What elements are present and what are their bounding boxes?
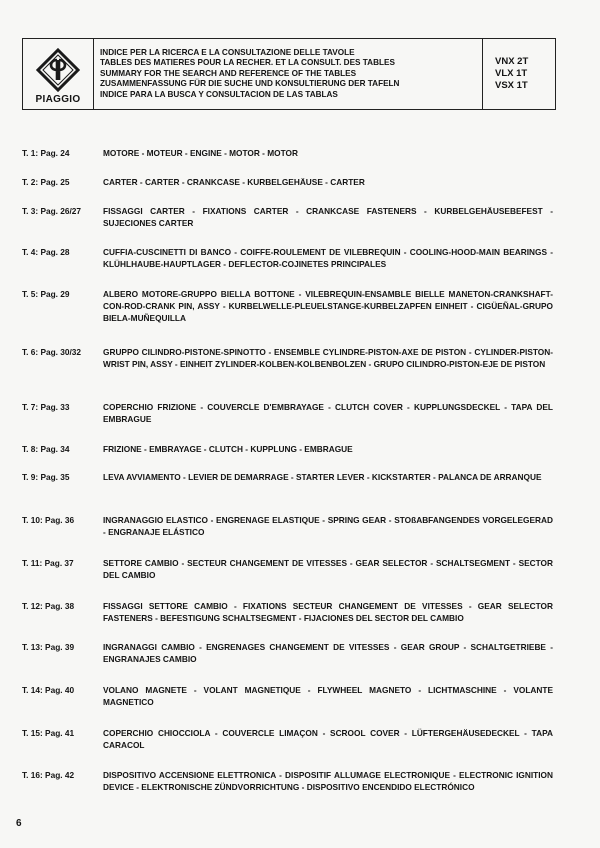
entry-desc: INGRANAGGI CAMBIO - ENGRENAGES CHANGEMENT DE VITESSES - GEAR GROUP - SCHALTGETRIEBE - ENGRANAJES CAMBIO [103, 642, 553, 664]
index-entry [22, 401, 556, 425]
index-entry [22, 641, 556, 665]
entry-desc: LEVA AVVIAMENTO - LEVIER DE DEMARRAGE - STARTER LEVER - KICKSTARTER - PALANCA DE ARRANQUE [103, 472, 542, 482]
title-line-fr: TABLES DES MATIERES POUR LA RECHER. ET LA CONSULT. DES TABLES [100, 58, 395, 68]
entry-desc: GRUPPO CILINDRO-PISTONE-SPINOTTO - ENSEMBLE CYLINDRE-PISTON-AXE DE PISTON - CYLINDER-PISTON-WRIST PIN, ASSY - EINHEIT ZYLINDER-KOLBEN-KOLBENBOLZEN - GRUPO CILINDRO-PISTON-EJE DE PISTON [103, 347, 553, 369]
entry-desc: FISSAGGI SETTORE CAMBIO - FIXATIONS SECTEUR CHANGEMENT DE VITESSES - GEAR SELECTOR FASTENERS - BEFESTIGUNG SCHALTSEGMENT - FIJACIONES DEL SECTOR DEL CAMBIO [103, 601, 553, 623]
entry-desc: INGRANAGGIO ELASTICO - ENGRENAGE ELASTIQUE - SPRING GEAR - STOßABFANGENDES VORGELEGERAD - ENGRANAJE ELÁSTICO [103, 515, 553, 537]
entry-desc: MOTORE - MOTEUR - ENGINE - MOTOR - MOTOR [103, 148, 298, 158]
entry-desc: FISSAGGI CARTER - FIXATIONS CARTER - CRANKCASE FASTENERS - KURBELGEHÄUSEBEFEST - SUJECIONES CARTER [103, 206, 553, 228]
entry-ref: T. 11: Pag. 37 [22, 558, 74, 568]
entry-ref: T. 8: Pag. 34 [22, 444, 70, 454]
index-entry [22, 727, 556, 751]
entry-ref: T. 7: Pag. 33 [22, 402, 70, 412]
entry-ref: T. 10: Pag. 36 [22, 515, 75, 525]
entry-desc: ALBERO MOTORE-GRUPPO BIELLA BOTTONE - VILEBREQUIN-ENSAMBLE BIELLE MANETON-CRANKSHAFT-CON-ROD-CRANK PIN, ASSY - KURBELWELLE-PLEUELSTANGE-KURBELZAPFEN EINHEIT - CIGÜEÑAL-GRUPO BIELA-MUÑEQUILLA [103, 289, 553, 323]
entry-ref: T. 4: Pag. 28 [22, 247, 70, 257]
entry-desc: SETTORE CAMBIO - SECTEUR CHANGEMENT DE VITESSES - GEAR SELECTOR - SCHALTSEGMENT - SECTOR DEL CAMBIO [103, 558, 553, 580]
entry-ref: T. 14: Pag. 40 [22, 685, 75, 695]
index-entry [22, 147, 556, 159]
title-block [94, 39, 483, 109]
model-vlx: VLX 1T [495, 68, 528, 79]
entry-desc: COPERCHIO CHIOCCIOLA - COUVERCLE LIMAÇON - SCROOL COVER - LÜFTERGEHÄUSEDECKEL - TAPA CARACOL [103, 728, 553, 750]
title-line-en: SUMMARY FOR THE SEARCH AND REFERENCE OF THE TABLES [100, 68, 357, 78]
entry-desc: DISPOSITIVO ACCENSIONE ELETTRONICA - DISPOSITIF ALLUMAGE ELECTRONIQUE - ELECTRONIC IGNITION DEVICE - ELEKTRONISCHE ZÜNDVORRICHTUNG - DISPOSITIVO ENCENDIDO ELECTRÓNICO [103, 770, 553, 792]
model-vnx: VNX 2T [495, 56, 529, 67]
title-line-es: INDICE PARA LA BUSCA Y CONSULTACION DE LAS TABLAS [100, 89, 338, 99]
model-block [483, 39, 555, 109]
index-entry [22, 288, 556, 324]
index-entry [22, 471, 556, 483]
entry-ref: T. 5: Pag. 29 [22, 289, 70, 299]
model-vsx: VSX 1T [495, 80, 528, 91]
entry-ref: T. 15: Pag. 41 [22, 728, 75, 738]
entry-ref: T. 3: Pag. 26/27 [22, 206, 82, 216]
index-entry [22, 176, 556, 188]
index-entry [22, 514, 556, 538]
index-entry [22, 684, 556, 708]
entry-desc: CARTER - CARTER - CRANKCASE - KURBELGEHÄUSE - CARTER [103, 177, 365, 187]
entry-desc: VOLANO MAGNETE - VOLANT MAGNETIQUE - FLYWHEEL MAGNETO - LICHTMASCHINE - VOLANTE MAGNETICO [103, 685, 553, 707]
entry-desc: FRIZIONE - EMBRAYAGE - CLUTCH - KUPPLUNG - EMBRAGUE [103, 444, 353, 454]
index-entry [22, 443, 556, 455]
title-line-de: ZUSAMMENFASSUNG FÜR DIE SUCHE UND KONSULTIERUNG DER TAFELN [100, 79, 400, 89]
entry-ref: T. 13: Pag. 39 [22, 642, 75, 652]
header-box [22, 38, 556, 110]
index-entry [22, 205, 556, 229]
entry-ref: T. 16: Pag. 42 [22, 770, 75, 780]
index-entry [22, 769, 556, 793]
index-entry [22, 246, 556, 270]
entry-desc: CUFFIA-CUSCINETTI DI BANCO - COIFFE-ROULEMENT DE VILEBREQUIN - COOLING-HOOD-MAIN BEARINGS - KLÜHLHAUBE-HAUPTLAGER - DEFLECTOR-COJINETES PRINCIPALES [103, 247, 553, 269]
page-number: 6 [16, 818, 22, 829]
entry-ref: T. 6: Pag. 30/32 [22, 347, 82, 357]
entry-ref: T. 12: Pag. 38 [22, 601, 75, 611]
brand-name: PIAGGIO [35, 93, 81, 105]
index-entry [22, 557, 556, 581]
title-line-it: INDICE PER LA RICERCA E LA CONSULTAZIONE DELLE TAVOLE [100, 47, 355, 57]
entry-ref: T. 2: Pag. 25 [22, 177, 70, 187]
index-entry [22, 600, 556, 624]
entry-ref: T. 1: Pag. 24 [22, 148, 70, 158]
index-entry [22, 346, 556, 370]
entry-desc: COPERCHIO FRIZIONE - COUVERCLE D'EMBRAYAGE - CLUTCH COVER - KUPPLUNGSDECKEL - TAPA DEL EMBRAGUE [103, 402, 553, 424]
piaggio-logo-icon [36, 48, 80, 92]
logo-cell [23, 39, 94, 109]
entry-ref: T. 9: Pag. 35 [22, 472, 70, 482]
